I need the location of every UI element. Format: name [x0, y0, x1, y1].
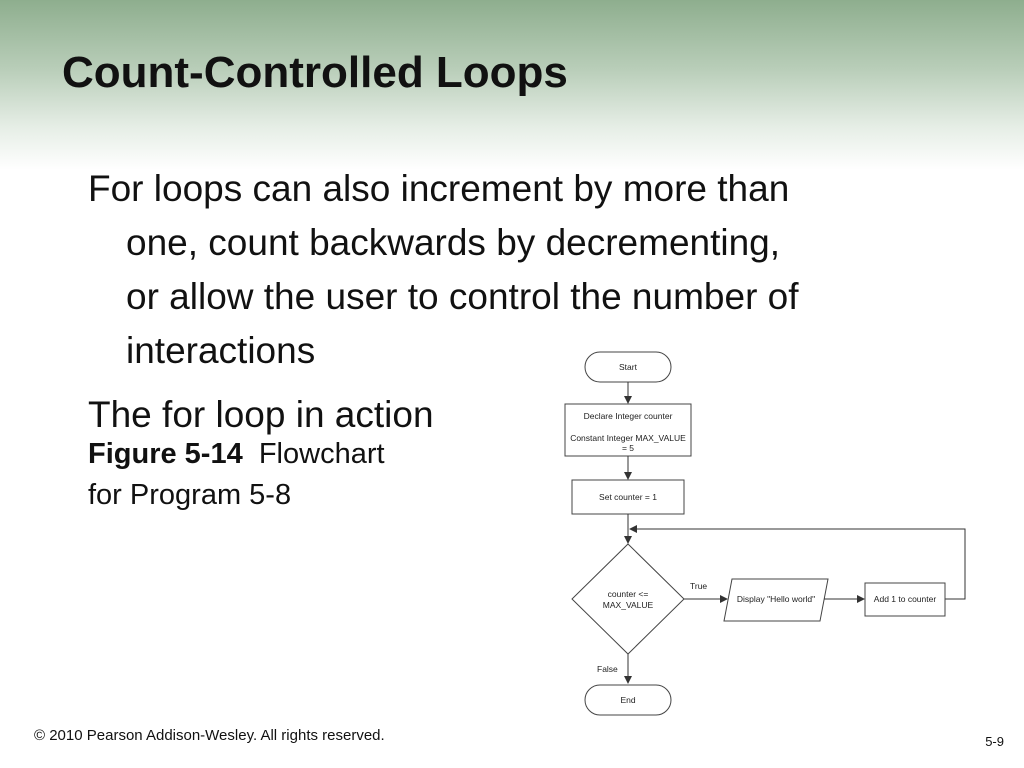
figure-caption [88, 434, 385, 516]
bullet-1-line-2: one, count backwards by decrementing, [126, 222, 781, 263]
set-counter-label: Set counter = 1 [599, 492, 657, 502]
start-label: Start [619, 362, 637, 372]
bullet-1-line-1: For loops can also increment by more than [88, 168, 790, 209]
end-label: End [620, 695, 636, 705]
slide-title: Count-Controlled Loops [62, 48, 568, 97]
add-counter-label: Add 1 to counter [873, 594, 937, 604]
true-label: True [690, 581, 708, 591]
figure-caption-line-2: for Program 5-8 [88, 479, 292, 511]
display-label: Display "Hello world" [736, 594, 816, 604]
declare-box [565, 404, 691, 456]
flowchart [555, 345, 975, 725]
decision-line-1: counter <= [607, 589, 649, 599]
declare-line-1: Declare Integer counter [583, 411, 673, 421]
declare-line-2: Constant Integer MAX_VALUE [570, 433, 686, 443]
decision-line-2: MAX_VALUE [602, 600, 654, 610]
add-counter-box [865, 583, 945, 616]
bullet-1-line-3: or allow the user to control the number of [126, 276, 799, 317]
set-counter-box [572, 480, 684, 514]
end-terminal [585, 685, 671, 715]
display-parallelogram [724, 579, 828, 621]
start-terminal [585, 352, 671, 382]
slide-number: 5-9 [985, 734, 1004, 749]
false-label: False [597, 664, 618, 674]
copyright-footer: © 2010 Pearson Addison-Wesley. All rights reserved. [34, 727, 385, 744]
figure-caption-text: Flowchart [258, 438, 385, 470]
bullet-2: The for loop in action [88, 394, 434, 435]
figure-label: Figure 5-14 [88, 438, 243, 470]
declare-line-3: = 5 [621, 443, 635, 453]
bullet-1-line-4: interactions [126, 330, 316, 371]
decision-diamond [572, 544, 684, 654]
